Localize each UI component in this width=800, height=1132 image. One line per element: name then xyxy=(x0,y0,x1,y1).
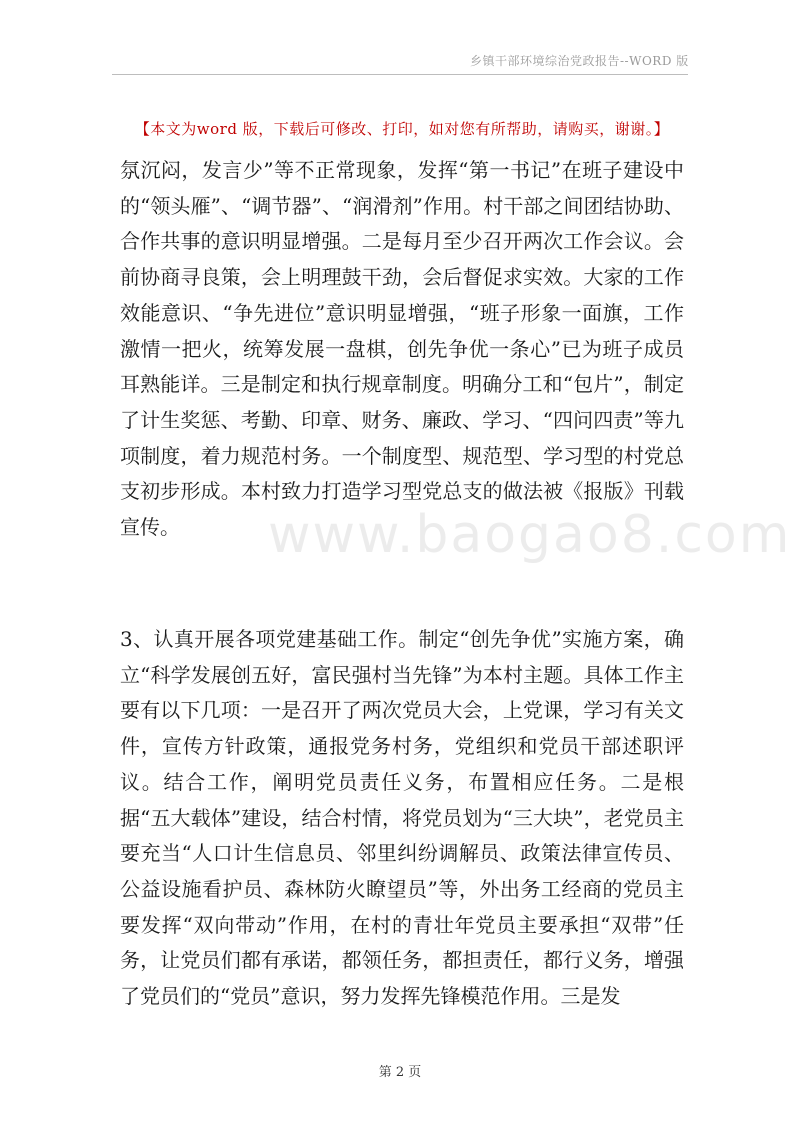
purchase-notice: 【本文为word 版，下载后可修改、打印，如对您有所帮助，请购买，谢谢。】 xyxy=(134,120,670,138)
body-paragraph-2: 3、认真开展各项党建基础工作。制定“创先争优”实施方案，确立“科学发展创五好，富民强村当先锋”为本村主题。具体工作主要有以下几项：一是召开了两次党员大会，上党课，学习有关文件，宣传方针政策，通报党务村务，党组织和党员干部述职评议。结合工作，阐明党员责任义务，布置相应任务。二是根据“五大载体”建设，结合村情，将党员划为“三大块”，老党员主要充当“人口计生信息员、邻里纠纷调解员、政策法律宣传员、公益设施看护员、森林防火瞭望员”等，外出务工经商的党员主要发挥“双向带动”作用，在村的青壮年党员主要承担“双带”任务，让党员们都有承诺，都领任务，都担责任，都行义务，增强了党员们的“党员”意识，努力发挥先锋模范作用。三是发 xyxy=(120,627,684,1009)
page-number: 第 2 页 xyxy=(378,1065,422,1080)
body-paragraph-1: 氛沉闷，发言少”等不正常现象，发挥“第一书记”在班子建设中的“领头雁”、“调节器”、“润滑剂”作用。村干部之间团结协助、合作共事的意识明显增强。二是每月至少召开两次工作会议。会前协商寻良策，会上明理鼓干劲，会后督促求实效。大家的工作效能意识、“争先进位”意识明显增强，“班子形象一面旗，工作激情一把火，统筹发展一盘棋，创先争优一条心”已为班子成员耳熟能详。三是制定和执行规章制度。明确分工和“包片”，制定了计生奖惩、考勤、印章、财务、廉政、学习、“四问四责”等九项制度，着力规范村务。一个制度型、规范型、学习型的村党总支初步形成。本村致力打造学习型党总支的做法被《报版》刊载宣传。 xyxy=(120,158,684,540)
page-header-title: 乡镇干部环境综治党政报告--WORD 版 xyxy=(470,54,689,68)
header-divider xyxy=(112,74,688,75)
watermark: www.baogao8.com xyxy=(268,505,792,565)
